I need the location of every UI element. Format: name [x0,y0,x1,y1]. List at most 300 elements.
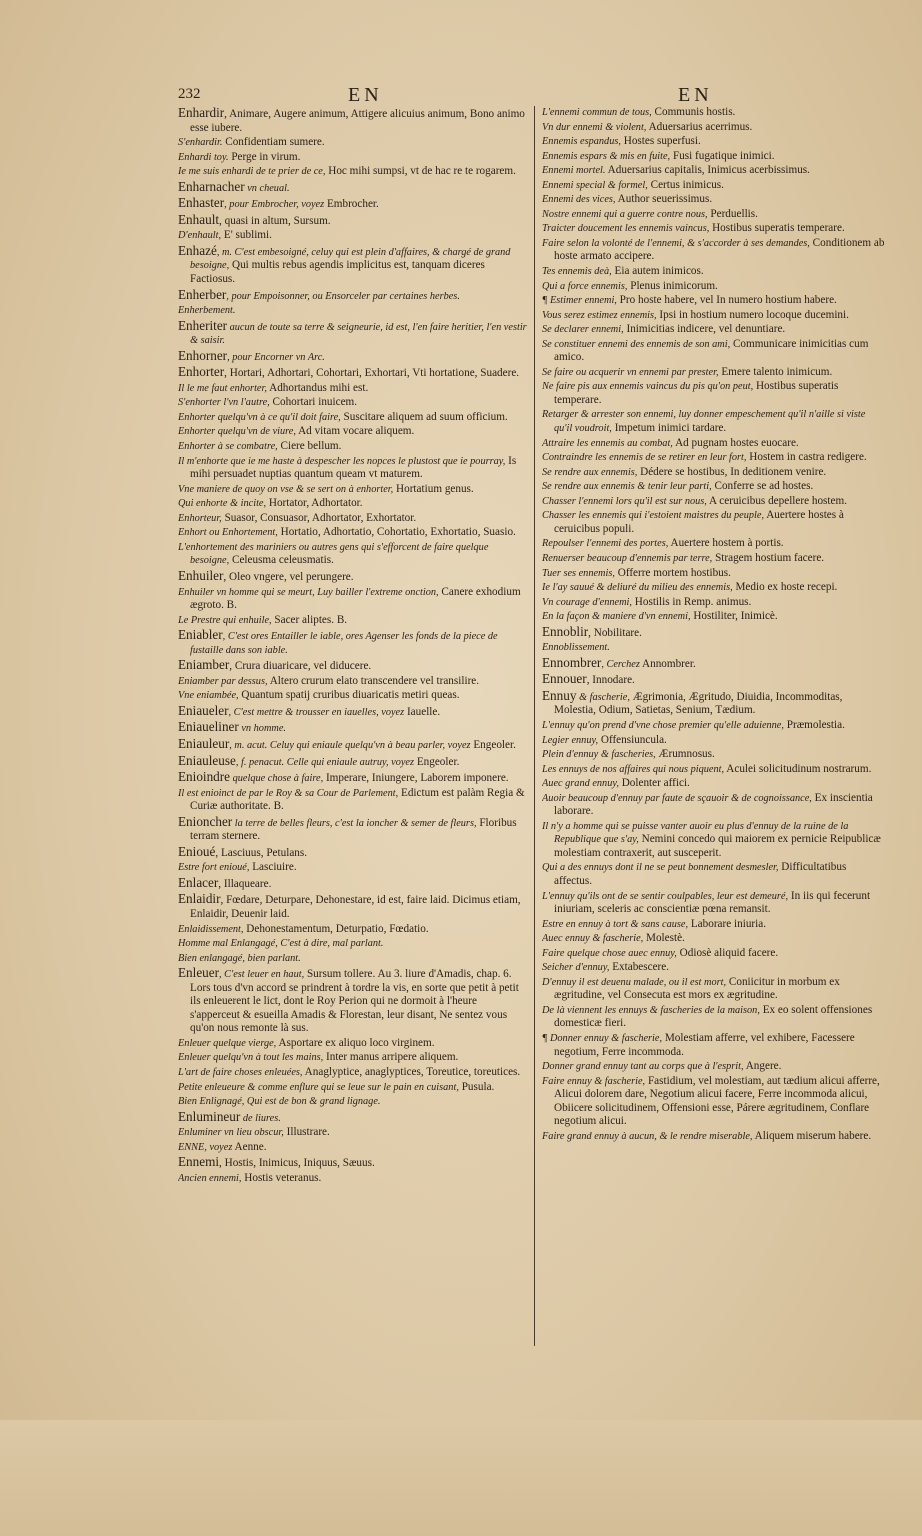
entry-french: Renuerser beaucoup d'ennemis par terre, [542,552,713,564]
dictionary-entry [542,890,886,917]
entry-french: Se rendre aux ennemis & tenir leur parti, [542,481,712,493]
entry-latin: Edictum est palàm Regia & Curiæ authoritate. B. [190,786,525,813]
dictionary-entry [542,672,886,688]
entry-latin: Emere talento inimicum. [718,365,833,378]
dictionary-entry [178,1172,528,1186]
dictionary-entry [542,763,886,777]
page-bottom-margin [0,1420,922,1536]
entry-french: Se faire ou acquerir vn ennemi par prester, [542,366,719,378]
entry-latin: Embrocher. [324,198,379,211]
entry-headword: Eniauleur [178,735,230,751]
entry-french: Vne maniere de quoy on vse & se sert on à enhorter, [178,483,394,495]
entry-french: Enherbement. [178,305,236,317]
dictionary-entry [542,947,886,961]
entry-headword: Enherber [178,286,227,302]
entry-french: vn cheual. [244,182,290,194]
dictionary-entry [178,526,528,540]
entry-french: aucun de toute sa terre & seigneurie, id est, l'en faire heritier, l'en vestir & saisir. [190,321,527,347]
entry-french: de liures. [240,1112,281,1124]
entry-french: Enhorter quelqu'vn de viure, [178,426,296,438]
entry-latin: Aduersarius acerrimus. [646,120,753,133]
entry-french: Se constituer ennemi des ennemis de son ami, [542,338,731,350]
entry-latin: , Crura diuaricare, vel diducere. [229,660,372,673]
entry-french: , C'est ores Entailler le iable, ores Agenser les fonds de la piece de fustaille dans son iable. [190,631,498,656]
entry-latin: Hostis veteranus. [241,1171,322,1184]
entry-headword: Ennombrer [542,654,602,670]
entry-french: Traicter doucement les ennemis vaincus, [542,223,710,235]
entry-french: L'ennuy qu'on prend d'vne chose premier qu'elle aduienne, [542,719,784,731]
dictionary-entry [542,265,886,279]
dictionary-entry [542,656,886,672]
entry-french: De là viennent les ennuys & fascheries de la maison, [542,1004,760,1016]
dictionary-entry [178,244,528,287]
entry-latin: Plenus inimicorum. [627,279,718,292]
entry-latin: Hostibus superatis temperare. [709,222,845,235]
entry-latin: Ad pugnam hostes euocare. [672,436,799,449]
entry-latin: Dehonestamentum, Deturpatio, Fœdatio. [243,922,429,935]
entry-latin: , Illaqueare. [218,877,272,890]
entry-latin: Molestè. [643,932,685,945]
entry-latin: Communis hostis. [651,106,736,118]
entry-latin: Aenne. [232,1140,267,1153]
entry-latin: Perduellis. [707,207,758,220]
entry-latin: , Innodare. [586,674,635,687]
dictionary-entry [542,179,886,193]
dictionary-entry [178,675,528,689]
entry-latin: Pusula. [458,1080,495,1093]
entry-latin: Hortator, Adhortator. [266,497,363,510]
dictionary-entry [542,222,886,236]
dictionary-entry [178,440,528,454]
entry-latin: Perge in virum. [228,150,301,163]
entry-french: Ancien ennemi, [178,1172,242,1184]
dictionary-entry [178,754,528,770]
dictionary-entry [178,151,528,165]
entry-headword: Enleuer [178,965,220,981]
entry-latin: Offensiuncula. [598,733,667,746]
dictionary-entry [178,455,528,482]
entry-french: Enleuer quelqu'vn à tout les mains, [178,1052,324,1064]
running-head-right: EN [678,84,713,106]
entry-french: ¶ Estimer ennemi, [542,295,617,307]
entry-french: Auec ennuy & fascherie, [542,933,644,945]
entry-latin: Angere. [743,1060,782,1073]
entry-french: D'enhault, [178,230,222,242]
entry-latin: , Nobilitare. [588,626,642,639]
dictionary-entry [542,280,886,294]
dictionary-entry [542,581,886,595]
entry-french: En la façon & maniere d'vn ennemi, [542,611,691,623]
dictionary-entry [178,861,528,875]
dictionary-entry [178,845,528,861]
dictionary-entry [542,610,886,624]
entry-french: Enhorter à se combatre, [178,441,278,453]
dictionary-entry [542,1075,886,1129]
entry-french: , Cerchez [601,658,640,670]
entry-headword: Eniauleuse [178,752,236,768]
entry-latin: Dolenter affici. [618,777,690,790]
entry-headword: Ennemi [178,1154,220,1170]
entry-french: Enhorter quelqu'vn à ce qu'il doit faire, [178,411,341,423]
entry-french: Legier ennuy, [542,734,599,746]
entry-french: Ennemis espars & mis en fuite, [542,150,671,162]
dictionary-entry [542,537,886,551]
entry-french: Estre en ennuy à tort & sans cause, [542,918,689,930]
entry-french: D'ennuy il est deuenu malade, ou il est mort, [542,976,727,988]
dictionary-entry [178,365,528,381]
dictionary-entry [542,208,886,222]
entry-french: Enlaidissement, [178,923,244,935]
dictionary-entry [178,349,528,365]
entry-latin: Hostem in castra redigere. [746,451,867,464]
dictionary-entry [178,180,528,196]
entry-headword: Enhaster [178,195,225,211]
entry-latin: Annombrer. [639,657,696,670]
dictionary-entry [178,304,528,318]
dictionary-entry [178,1126,528,1140]
entry-latin: , Hortari, Adhortari, Cohortari, Exhortari, Vti hortatione, Suadere. [224,367,520,380]
entry-french: Qui a force ennemis, [542,280,628,292]
dictionary-entry [178,541,528,568]
entry-headword: Enioindre [178,769,231,785]
entry-french: Ie me suis enhardi de te prier de ce, [178,166,326,178]
entry-french: Vne eniambée, [178,690,239,702]
entry-french: Enleuer quelque vierge, [178,1037,277,1049]
dictionary-entry [178,411,528,425]
entry-latin: Engeoler. [470,738,516,751]
entry-latin: Stragem hostium facere. [712,551,825,564]
entry-french: & fascherie, [576,691,630,703]
dictionary-entry [542,366,886,380]
entry-french: Enhorteur, [178,512,222,524]
entry-latin: Præmolestia. [783,718,845,731]
dictionary-entry [178,720,528,736]
dictionary-entry [542,1060,886,1074]
dictionary-entry [178,586,528,613]
entry-french: , C'est leuer en haut, [219,969,305,981]
dictionary-entry [178,425,528,439]
entry-french: Enhort ou Enhortement, [178,527,278,539]
column-rule [534,106,535,1346]
dictionary-entry [542,380,886,407]
dictionary-entry [178,512,528,526]
dictionary-entry [178,937,528,951]
entry-french: L'ennemi commun de tous, [542,107,652,118]
entry-headword: Ennoblir [542,623,589,639]
entry-latin: Offerre mortem hostibus. [614,566,731,579]
entry-latin: Hostilis in Remp. animus. [632,595,752,608]
entry-latin: Anaglyptice, anaglyptices, Toreutice, toreutices. [302,1066,521,1078]
entry-french: Tuer ses ennemis, [542,567,615,579]
dictionary-entry [542,641,886,655]
entry-latin: Difficultatibus affectus. [554,861,847,887]
entry-french: Petite enleueure & comme enflure qui se leue sur le pain en cuisant, [178,1081,459,1093]
dictionary-entry [542,820,886,861]
entry-french: Enluminer vn lieu obscur, [178,1127,284,1139]
dictionary-entry [542,719,886,733]
dictionary-entry [178,737,528,753]
entry-latin: Hostiliter, Inimicè. [690,610,778,623]
entry-headword: Enlacer [178,874,219,890]
entry-latin: Ægrimonia, Ægritudo, Diuidia, Incommoditas, Molestia, Odium, Satietas, Senium, Tædium. [554,690,843,717]
entry-french: Il n'y a homme qui se puisse vanter auoir eu plus d'ennuy de la ruine de la Republique que s'ay, [542,820,849,846]
entry-latin: Is mihi persuadet nuptias quantum queam vt maturem. [190,454,517,481]
dictionary-entry [542,237,886,264]
dictionary-entry [178,497,528,511]
entry-french: S'enhardir. [178,137,223,149]
entry-french: Chasser l'ennemi lors qu'il est sur nous, [542,495,707,507]
entry-latin: Illustrare. [283,1126,330,1139]
entry-latin: Conferre se ad hostes. [711,480,814,493]
entry-latin: Cohortari inuicem. [269,396,358,409]
entry-headword: Enhorter [178,364,225,380]
entry-french: Homme mal Enlangagé, C'est à dire, mal parlant. [178,938,384,950]
entry-headword: Enhuiler [178,567,224,583]
entry-headword: Eniaueler [178,702,229,718]
dictionary-entry [542,480,886,494]
entry-latin: A ceruicibus depellere hostem. [706,494,847,507]
entry-latin: , Hostis, Inimicus, Iniquus, Sæuus. [219,1157,375,1170]
dictionary-entry [178,483,528,497]
entry-french: Ennemis espandus, [542,136,621,148]
dictionary-entry [178,770,528,786]
entry-headword: Enhorner [178,347,228,363]
dictionary-entry [542,509,886,536]
dictionary-entry [178,704,528,720]
entry-latin: Quantum spatij cruribus diuaricatis metiri queas. [238,689,460,702]
dictionary-entry [178,628,528,657]
entry-latin: Conditionem ab hoste armato accipere. [554,236,885,263]
dictionary-entry [178,106,528,135]
entry-headword: Eniamber [178,657,230,673]
entry-french: L'art de faire choses enleuées, [178,1067,303,1078]
dictionary-entry [178,1066,528,1080]
entry-latin: Suasor, Consuasor, Adhortator, Exhortator. [221,511,417,524]
dictionary-entry [542,437,886,451]
entry-latin: Ærumnosus. [655,748,715,761]
entry-french: , C'est mettre & trousser en iauelles, voyez [228,706,405,718]
dictionary-entry [542,309,886,323]
dictionary-entry [178,966,528,1036]
entry-latin: , quasi in altum, Sursum. [219,214,331,227]
entry-french: Vn courage d'ennemi, [542,596,632,608]
entry-latin: , Oleo vngere, vel perungere. [223,570,354,583]
dictionary-entry [542,918,886,932]
entry-latin: Aculei solicitudinum nostrarum. [724,762,872,775]
dictionary-entry [178,952,528,966]
entry-french: S'enhorter l'vn l'autre, [178,397,270,409]
entry-french: Vn dur ennemi & violent, [542,121,647,133]
entry-latin: Laborare iniuria. [688,917,767,930]
dictionary-entry [178,288,528,304]
entry-headword: Eniaueliner [178,719,239,735]
entry-french: la terre de belles fleurs, c'est la ioncher & semer de fleurs, [232,817,477,829]
dictionary-entry [178,689,528,703]
dictionary-entry [178,196,528,212]
entry-french: quelque chose à faire, [230,773,324,785]
dictionary-entry [542,495,886,509]
dictionary-entry [178,1051,528,1065]
dictionary-entry [542,1130,886,1144]
right-column [542,106,886,1366]
entry-latin: Confidentiam sumere. [222,136,325,149]
dictionary-entry [178,787,528,814]
dictionary-entry [542,748,886,762]
entry-latin: Suscitare aliquem ad suum officium. [340,410,508,423]
entry-latin: Odiosè aliquid facere. [676,946,779,959]
entry-latin: Hoc mihi sumpsi, vt de hac re te rogarem. [325,165,516,178]
entry-french: ENNE, voyez [178,1141,233,1153]
entry-french: Qui enhorte & incite, [178,498,267,510]
entry-latin: , Lasciuus, Petulans. [215,846,308,859]
dictionary-entry [178,923,528,937]
entry-latin: Aliquem miserum habere. [752,1129,872,1142]
entry-french: , pour Empoisonner, ou Ensorceler par certaines herbes. [226,290,460,302]
entry-latin: Medio ex hoste recepi. [732,581,838,594]
entry-latin: , Fœdare, Deturpare, Dehonestare, id est, faire laid. Dicimus etiam, Enlaidir, Deuenir laid. [190,894,521,920]
entry-french: Tes ennemis deà, [542,266,612,278]
entry-french: , m. C'est embesoigné, celuy qui est plein d'affaires, & chargé de grand besoigne, [190,246,511,272]
entry-headword: Enheriter [178,317,228,333]
entry-french: , pour Embrocher, voyez [224,199,325,211]
entry-french: Nostre ennemi qui a guerre contre nous, [542,208,708,220]
dictionary-entry [178,1095,528,1109]
entry-latin: Ex eo solent offensiones domesticæ fieri. [554,1003,873,1030]
entry-headword: Ennouer [542,671,587,687]
entry-french: Bien Enlignagé, Qui est de bon & grand lignage. [178,1096,381,1108]
entry-latin: Communicare inimicitias cum amico. [554,337,869,364]
entry-french: Ne faire pis aux ennemis vaincus du pis qu'on peut, [542,381,754,393]
entry-french: Auoir beaucoup d'ennuy par faute de sçauoir & de cognoissance, [542,792,812,804]
entry-latin: Inter manus arripere aliquem. [323,1051,459,1064]
entry-french: , pour Encorner vn Arc. [227,351,325,363]
entry-latin: Dédere se hostibus, In deditionem venire. [637,465,827,478]
entry-french: Donner grand ennuy tant au corps que à l'esprit, [542,1061,744,1073]
entry-french: Retarger & arrester son ennemi, luy donner empeschement qu'il n'aille si viste qu'il voudroit, [542,409,866,435]
dictionary-entry [542,777,886,791]
entry-french: Chasser les ennemis qui i'estoient maistres du peuple, [542,510,765,522]
entry-latin: Floribus terram sternere. [190,816,517,843]
entry-latin: Hortatium genus. [393,482,474,495]
dictionary-entry [178,1037,528,1051]
dictionary-entry [178,815,528,844]
dictionary-entry [178,658,528,674]
entry-french: Se declarer ennemi, [542,324,624,336]
dictionary-entry [542,1032,886,1059]
entry-french: Enhardi toy. [178,151,229,163]
dictionary-entry [178,229,528,243]
entry-french: Vous serez estimez ennemis, [542,309,657,321]
entry-french: L'enhortement des mariniers ou autres gens qui s'efforcent de faire quelque besoigne, [178,541,489,567]
dictionary-entry [542,1004,886,1031]
entry-french: ¶ Donner ennuy & fascherie, [542,1033,663,1044]
page-number: 232 [178,86,201,102]
entry-headword: Enioué [178,843,216,859]
entry-french: Plein d'ennuy & fascheries, [542,749,656,761]
dictionary-entry [542,961,886,975]
entry-latin: Qui multis rebus agendis implicitus est, tanquam diceres Factiosus. [190,259,485,286]
entry-headword: Enlumineur [178,1108,241,1124]
dictionary-entry [542,932,886,946]
entry-french: Seicher d'ennuy, [542,962,610,974]
dictionary-entry [178,876,528,892]
entry-latin: Pro hoste habere, vel In numero hostium habere. [616,294,837,307]
dictionary-entry [542,552,886,566]
entry-latin: Auertere hostem à portis. [668,537,784,550]
dictionary-entry [542,861,886,888]
entry-french: Il est enioinct de par le Roy & sa Cour de Parlement, [178,787,399,799]
entry-latin: Ex inscientia laborare. [554,791,873,818]
dictionary-entry [542,466,886,480]
entry-french: Faire ennuy & fascherie, [542,1075,646,1087]
entry-french: Auec grand ennuy, [542,778,619,790]
entry-latin: Engeoler. [414,755,460,768]
entry-french: Bien enlangagé, bien parlant. [178,952,301,964]
entry-latin: Hostibus superatis temperare. [554,380,839,406]
entry-latin: Hortatio, Adhortatio, Cohortatio, Exhortatio, Suasio. [277,526,516,539]
entry-latin: Sursum tollere. Au 3. liure d'Amadis, chap. 6. Lors tous d'vn accord se prindrent à tordre la vis, en sorte que petit à petit ils enleuerent le lict, dont le Roy Perion qui ne dormoit à l'heure s'apperceut & esueilla Amadis & Florestan, leur disant, Ne sentez vous qu'on nous remonte là sus. [190,968,519,1035]
entry-latin: Aduersarius capitalis, Inimicus acerbissimus. [605,164,810,177]
entry-french: Ennoblissement. [542,642,610,654]
dictionary-entry [542,792,886,819]
dictionary-entry [178,1141,528,1155]
entry-french: Le Prestre qui enhuile, [178,614,272,626]
entry-french: Les ennuys de nos affaires qui nous piquent, [542,763,725,775]
entry-headword: Enhardir [178,106,225,120]
entry-latin: Asportare ex aliquo loco virginem. [276,1036,435,1049]
dictionary-entry [542,338,886,365]
entry-latin: Inimicitias indicere, vel denuntiare. [623,323,786,336]
dictionary-entry [178,892,528,921]
dictionary-entry [542,451,886,465]
entry-latin: Molestiam afferre, vel exhibere, Facessere negotium, Ferre incommoda. [554,1032,855,1058]
dictionary-entry [542,596,886,610]
dictionary-entry [178,136,528,150]
dictionary-entry [178,382,528,396]
entry-french: Eniamber par dessus, [178,675,268,687]
entry-latin: Hostes superfusi. [620,135,701,148]
entry-latin: Sacer aliptes. B. [271,613,348,626]
entry-headword: Enlaidir [178,891,221,907]
dictionary-entry [542,150,886,164]
entry-latin: Imperare, Iniungere, Laborem imponere. [323,772,509,785]
dictionary-entry [178,614,528,628]
entry-latin: Coniicitur in morbum ex ægritudine, vel Consecuta est mors ex ægritudine. [554,975,840,1002]
dictionary-entry [542,734,886,748]
dictionary-entry [178,569,528,585]
entry-latin: Adhortandus mihi est. [266,381,369,394]
entry-latin: Ipsi in hostium numero locoque ducemini. [656,308,849,321]
entry-latin: Fastidium, vel molestiam, aut tædium alicui afferre, Alicui dolorem dare, Negotium alicui facere, Ferre incommoda alicui, Obiicere solicitudinem, Offensioni esse, Párere ægritudinem, Conflare negotium alicui. [554,1074,880,1128]
dictionary-entry [178,1110,528,1126]
entry-latin: Altero crurum elato transcendere vel transilire. [267,674,480,687]
entry-latin: E' sublimi. [221,229,272,242]
entry-french: Ennemi special & formel, [542,179,648,191]
dictionary-entry [178,213,528,229]
entry-french: Ennemi des vices, [542,194,616,206]
entry-headword: Ennuy [542,687,577,703]
dictionary-entry [542,164,886,178]
entry-headword: Eniabler [178,627,223,643]
entry-french: , f. penacut. Celle qui eniaule autruy, voyez [235,756,415,768]
dictionary-entry [542,294,886,308]
entry-french: Ennemi mortel. [542,165,606,177]
dictionary-entry [178,1081,528,1095]
entry-french: Il le me faut enhorter, [178,382,267,394]
entry-headword: Enhault [178,211,220,227]
dictionary-entry [542,976,886,1003]
entry-french: Attraire les ennemis au combat, [542,437,673,449]
